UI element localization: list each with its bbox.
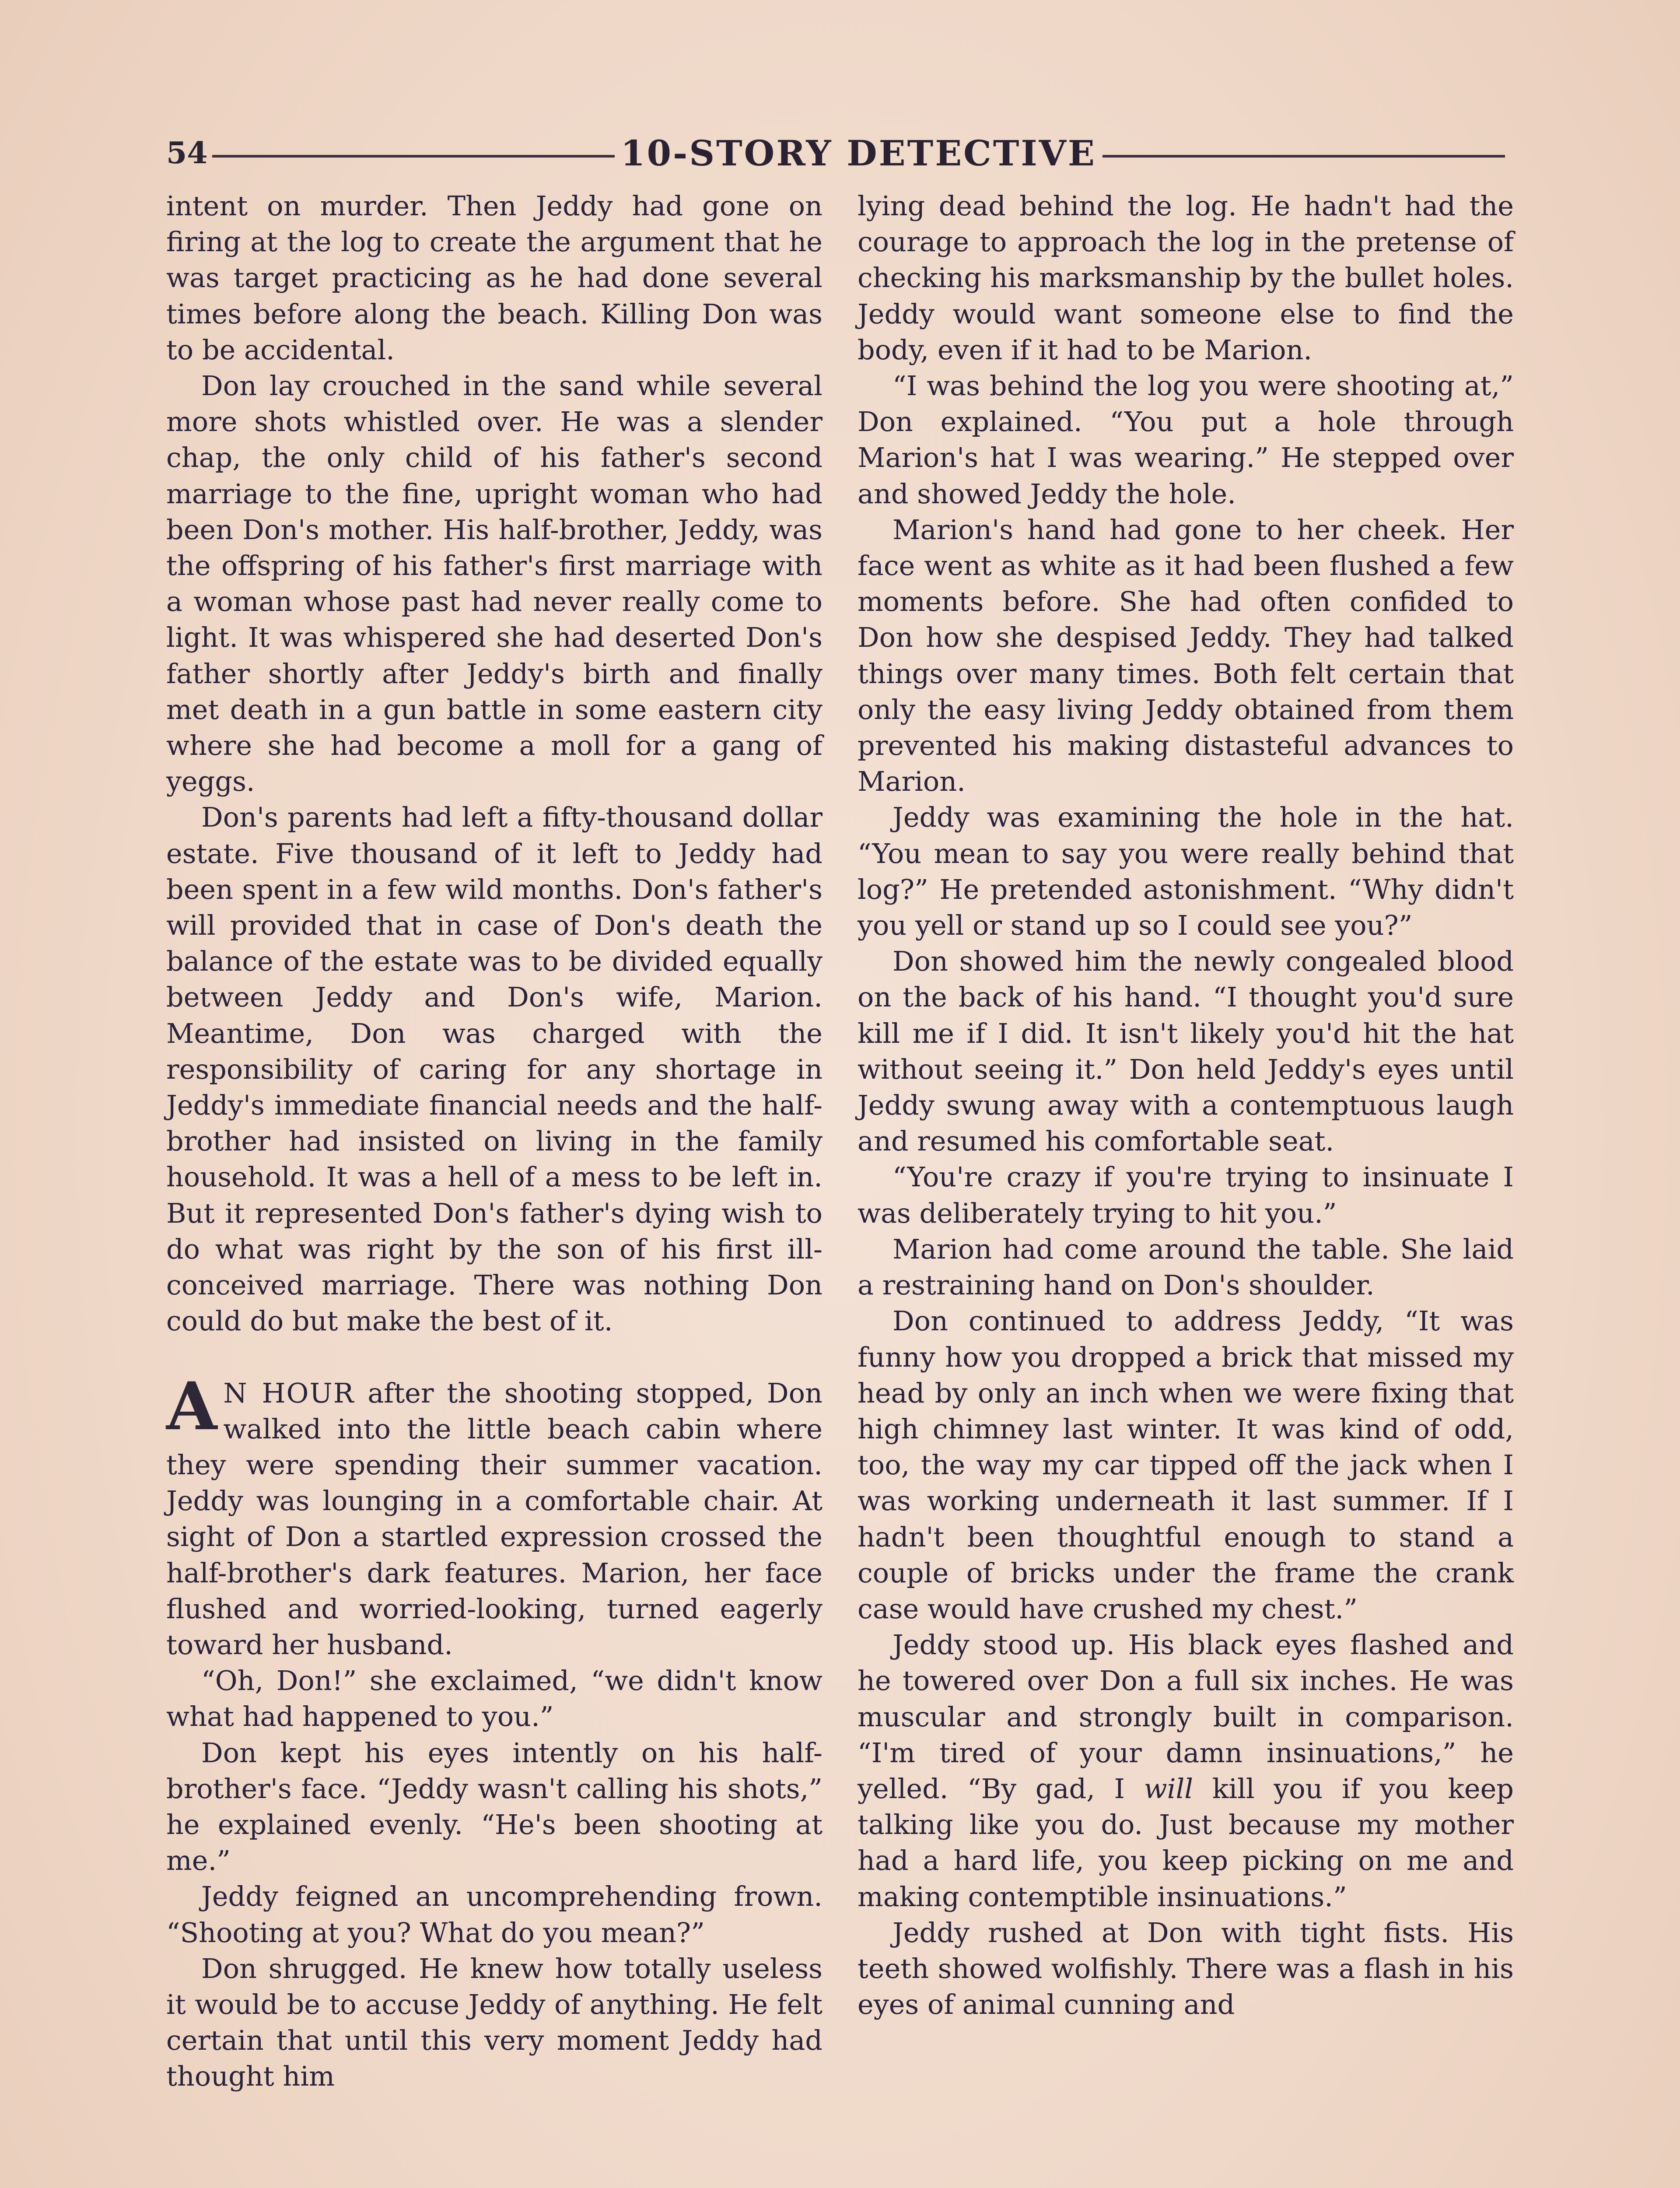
paragraph: Jeddy rushed at Don with tight fists. His teeth showed wolfishly. There was a flash in his eyes of animal cunning and — [858, 1916, 1514, 2021]
paragraph-text: kill you if you keep talking like you do. Just because my mother had a hard life, you keep picking on me and making contemptible insinuations.” — [858, 1772, 1514, 1913]
right-column — [858, 188, 1514, 2023]
page-header — [166, 127, 1505, 179]
paragraph: Jeddy feigned an uncomprehending frown. “Shooting at you? What do you mean?” — [166, 1880, 822, 1949]
paragraph-text: after the shooting stopped, Don walked into the little beach cabin where they were spending their summer vacation. Jeddy was lounging in a comfortable chair. At sight of Don a startled expression crossed the half-brother's dark features. Marion, her face flushed and worried-looking, turned eagerly toward her husband. — [166, 1377, 822, 1661]
paragraph: Marion had come around the table. She laid a restraining hand on Don's shoulder. — [858, 1233, 1514, 1301]
header-rule-left — [212, 155, 615, 158]
paragraph: Don's parents had left a fifty-thousand dollar estate. Five thousand of it left to Jeddy had been spent in a few wild months. Don's father's will provided that in case of Don's death the balance of the estate was to be divided equally between Jeddy and Don's wife, Marion. Meantime, Don was charged with the responsibility of caring for any shortage in Jeddy's immediate financial needs and the half-brother had insisted on living in the family household. It was a hell of a mess to be left in. But it represented Don's father's dying wish to do what was right by the son of his first ill-conceived marriage. There was nothing Don could do but make the best of it. — [166, 801, 822, 1337]
header-rule-right — [1102, 155, 1505, 158]
left-column — [166, 188, 822, 2095]
paragraph: Don continued to address Jeddy, “It was funny how you dropped a brick that missed my head by only an inch when we were fixing that high chimney last winter. It was kind of odd, too, the way my car tipped off the jack when I was working underneath it last summer. If I hadn't been thoughtful enough to stand a couple of bricks under the frame the crank case would have crushed my chest.” — [858, 1305, 1514, 1625]
running-head: 10-STORY DETECTIVE — [620, 133, 1096, 174]
paragraph: Jeddy was examining the hole in the hat. “You mean to say you were really behind that log?” He pretended astonishment. “Why didn't you yell or stand up so I could see you?” — [858, 801, 1514, 942]
paragraph — [858, 1627, 1514, 1915]
page-number: 54 — [166, 136, 208, 171]
paragraph: Don lay crouched in the sand while several more shots whistled over. He was a slender chap, the only child of his father's second marriage to the fine, upright woman who had been Don's mother. His half-brother, Jeddy, was the offspring of his father's first marriage with a woman whose past had never really come to light. It was whispered she had deserted Don's father shortly after Jeddy's birth and finally met death in a gun battle in some eastern city where she had become a moll for a gang of yeggs. — [166, 370, 822, 798]
paragraph: Don shrugged. He knew how totally useless it would be to accuse Jeddy of anything. He felt certain that until this very moment Jeddy had thought him — [166, 1952, 822, 2093]
paragraph: “I was behind the log you were shooting at,” Don explained. “You put a hole through Marion's hat I was wearing.” He stepped over and showed Jeddy the hole. — [858, 370, 1514, 510]
drop-cap: A — [166, 1368, 217, 1445]
paragraph: Marion's hand had gone to her cheek. Her face went as white as it had been flushed a few moments before. She had often confided to Don how she despised Jeddy. They had talked things over many times. Both felt certain that only the easy living Jeddy obtained from them prevented his making distasteful advances to Marion. — [858, 513, 1514, 798]
paragraph-text: Jeddy stood up. His black eyes flashed and he towered over Don a full six inches. He was muscular and strongly built in comparison. “I'm tired of your damn insinuations,” he yelled. “By gad, I — [858, 1629, 1514, 1805]
lead-in: N HOUR — [223, 1377, 355, 1409]
paragraph: intent on murder. Then Jeddy had gone on firing at the log to create the argument that he was target practicing as he had done several times before along the beach. Killing Don was to be accidental. — [166, 190, 822, 366]
emphasis: will — [1144, 1772, 1194, 1805]
paragraph: “Oh, Don!” she exclaimed, “we didn't know what had happened to you.” — [166, 1665, 822, 1733]
paragraph: Don kept his eyes intently on his half-brother's face. “Jeddy wasn't calling his shots,” he explained evenly. “He's been shooting at me.” — [166, 1736, 822, 1877]
paragraph: lying dead behind the log. He hadn't had the courage to approach the log in the pretense of checking his marksmanship by the bullet holes. Jeddy would want someone else to find the body, even if it had to be Marion. — [858, 190, 1514, 366]
section-opening-paragraph — [166, 1368, 822, 1663]
paragraph: Don showed him the newly congealed blood on the back of his hand. “I thought you'd sure kill me if I did. It isn't likely you'd hit the hat without seeing it.” Don held Jeddy's eyes until Jeddy swung away with a contemptuous laugh and resumed his comfortable seat. — [858, 945, 1514, 1157]
paragraph: “You're crazy if you're trying to insinuate I was deliberately trying to hit you.” — [858, 1161, 1514, 1229]
